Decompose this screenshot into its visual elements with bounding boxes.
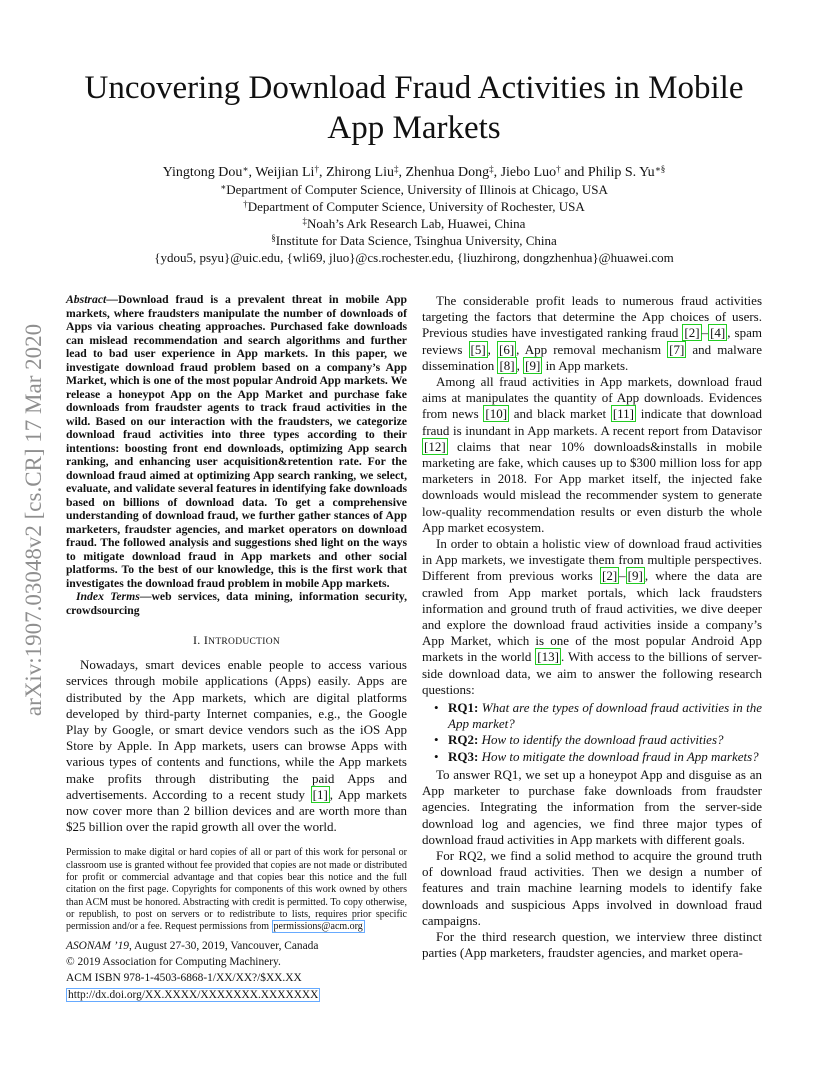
conference-name: ASONAM ’19 (66, 939, 129, 952)
permission-text: Permission to make digital or hard copies of all or part of this work for personal or classroom use is granted without fee provided that copies are not made or distributed for profit or commercial advantage and that copies bear this notice and the full citation on the first page. Copyrights for components of this work owned by others than ACM must be honored. Abstracting with credit is permitted. To copy otherwise, or republish, to post on servers or to redistribute to lists, requires prior specific permission and/or a fee. Request permissions from (66, 847, 407, 933)
text-run: claims that near 10% downloads&installs in mobile marketing are fake, which causes up to $300 million loss for app marketers in 2018. For App market itself, the injected fake downloads would mislead the recommender system to generate low-quality recommendation results or even disturb the whole App market ecosystem. (422, 438, 762, 535)
citation-link[interactable]: [9] (627, 568, 643, 584)
text-run: , (516, 357, 524, 373)
affiliation-text: Department of Computer Science, University of Illinois at Chicago, USA (226, 182, 608, 197)
citation-link[interactable]: [6] (499, 341, 515, 357)
author-name: Jiebo Luo (500, 165, 557, 180)
abstract-text: —Download fraud is a prevalent threat in mobile App markets, where fraudsters manipulate the number of downloads of Apps via various cheating approaches. Purchased fake downloads can mislead recommendation and search algorithms and further lead to bad user experience in App markets. In this paper, we investigate download fraud problem based on a company’s App Market, which is one of the most popular Android App markets. We release a honeypot App on the App Market and purchase fake downloads from fraudster agents to track fraud activities in the wild. Based on our interaction with the fraudsters, we categorize download fraud activities into three types according to their intentions: boosting front end downloads, optimizing App search ranking, and enhancing user acquisition&retention rate. For the download fraud aimed at optimizing App search ranking, we select, evaluate, and validate several features in identifying fake downloads based on billions of download data. To get a comprehensive understanding of download fraud, we further gather stances of App marketers, fraudster agencies, and market operators on download fraud. The followed analysis and suggestions shed light on the ways to mitigate download fraud in App markets and other social platforms. To the best of our knowledge, this is the first work that investigates the download fraud problem in mobile App markets. (66, 293, 407, 590)
text-run: , where the data are crawled from App market portals, which lack fraudsters information and ground truth of fraud activities, we dive deeper and explore the download fraud activities inside a company’s App Market, which is one of the most popular Android App markets in the world (422, 568, 762, 665)
citation-link[interactable]: [12] (424, 438, 446, 454)
paragraph-rq1: To answer RQ1, we set up a honeypot App and disguise as an App marketer to purchase fake downloads from fraudster agencies. Integrating the information from the server-side download log and agencies, we find three major types of download fraud activities in App markets with different goals. (422, 766, 762, 847)
text-run: in App markets. (542, 357, 629, 373)
section-number: I. (192, 633, 201, 647)
text-run: and malware dissemination (422, 341, 763, 373)
text-run: – (701, 325, 709, 341)
paper-title: Uncovering Download Fraud Activities in Mobile App Markets (84, 70, 744, 146)
doi-link[interactable]: http://dx.doi.org/XX.XXXX/XXXXXXX.XXXXXXX (68, 988, 319, 1001)
paragraph-related-work (422, 293, 762, 374)
text-run: In order to obtain a holistic view of download fraud activities in App markets, we investigate them from multiple perspectives. Different from previous works (422, 536, 762, 584)
text-run: , App markets now cover more than 2 billion devices and are worth more than $25 billion over the rapid growth all over the world. (66, 786, 407, 835)
paragraph-rq2: For RQ2, we find a solid method to acquire the ground truth of download fraud activities. Then we design a number of features and train machine learning models to identify fake downloads and suspicious Apps involved in download fraud campaigns. (422, 847, 762, 928)
text-run: . With access to the billions of server-side download data, we aim to answer the following research questions: (422, 649, 762, 697)
conference-details: , August 27-30, 2019, Vancouver, Canada (128, 939, 319, 952)
citation-link[interactable]: [2] (684, 325, 700, 341)
section-title-rest: NTRODUCTION (208, 637, 281, 647)
research-questions-list (422, 700, 762, 765)
rq-text: How to identify the download fraud activities? (481, 732, 724, 748)
text-run: Nowadays, smart devices enable people to access various services through mobile applications (Apps) easily. Apps are distributed by the App markets, which are digital platforms developed by third-party Internet companies, e.g., the Google Play by Google, or smart device vendors such as the iOS App Store by Apple. In App markets, users can browse Apps with various types of contents and functions, while the App markets make profits through distributing the paid Apps and advertisements. According to a recent study (66, 657, 407, 802)
abstract-label: Abstract (66, 293, 107, 306)
copyright-line: © 2019 Association for Computing Machinery. (66, 955, 281, 968)
rq-label: RQ1: (448, 700, 479, 716)
affiliation-text: Department of Computer Science, University of Rochester, USA (247, 199, 585, 214)
text-run: – (619, 568, 626, 584)
index-terms (66, 590, 407, 617)
affiliation-mark: † (243, 199, 248, 209)
author-mark: ‡ (489, 164, 494, 174)
affiliation-mark: § (271, 233, 276, 243)
paragraph-rq3: For the third research question, we interview three distinct parties (App marketers, fraudster agencies, and market opera- (422, 928, 762, 961)
citation-link[interactable]: [9] (525, 357, 541, 373)
isbn-line: ACM ISBN 978-1-4503-6868-1/XX/XX?/$XX.XX (66, 972, 302, 985)
arxiv-stamp (22, 285, 46, 755)
citation-link[interactable]: [5] (470, 341, 486, 357)
text-run: indicate that download fraud is inundant in App markets. A recent report from Datavisor (422, 406, 762, 438)
citation-link[interactable]: [1] (312, 786, 328, 802)
author-mark: ∗§ (654, 164, 666, 174)
section-heading (66, 632, 407, 650)
text-run: and black market (509, 406, 611, 422)
affiliation (60, 215, 768, 232)
rq-label: RQ2: (448, 732, 479, 748)
text-run: The considerable profit leads to numerous fraud activities targeting the factors that determine the App choices of users. Previous studies have investigated ranking fraud (422, 293, 762, 341)
intro-paragraph (66, 657, 407, 835)
list-item (448, 732, 762, 748)
list-item (448, 700, 762, 732)
publication-meta (66, 938, 407, 1004)
text-run: , (487, 341, 497, 357)
author-mark: † (314, 164, 319, 174)
author-mark: † (556, 164, 561, 174)
author-list: Yingtong Dou∗, Weijian Li†, Zhirong Liu‡, Zhenhua Dong‡, Jiebo Luo† and Philip S. Yu∗§ (162, 164, 666, 180)
text-run: Among all fraud activities in App markets, download fraud aims at manipulates the quantity of App downloads. Evidences from news (422, 374, 762, 422)
author-name: Philip S. Yu (587, 165, 655, 180)
citation-link[interactable]: [7] (669, 341, 685, 357)
author-mark: ∗ (242, 164, 249, 174)
paragraph-download-fraud (422, 374, 762, 536)
index-terms-label: Index Terms (76, 590, 140, 603)
citation-link[interactable]: [8] (499, 357, 515, 373)
affiliation-text: Institute for Data Science, Tsinghua University, China (275, 233, 557, 248)
citation-link[interactable]: [11] (612, 406, 635, 422)
contact-emails: {ydou5, psyu}@uic.edu, {wli69, jluo}@cs.rochester.edu, {liuzhirong, dongzhenhua}@huawei.com (154, 250, 674, 265)
author-mark: ‡ (393, 164, 399, 174)
left-column (66, 293, 407, 1003)
citation-link[interactable]: [13] (537, 649, 559, 665)
text-run: , App removal mechanism (516, 341, 668, 357)
conference-line (66, 938, 407, 954)
affiliation-list (60, 181, 768, 266)
author-name: Zhenhua Dong (405, 165, 490, 180)
permission-notice (66, 847, 407, 933)
arxiv-id: arXiv:1907.03048v2 [cs.CR] 17 Mar 2020 (21, 323, 46, 717)
affiliation-text: Noah’s Ark Research Lab, Huawei, China (307, 216, 526, 231)
affiliation-mark: ∗ (220, 182, 227, 192)
citation-link[interactable]: [2] (601, 568, 618, 584)
permission-email-link[interactable]: permissions@acm.org (273, 921, 363, 933)
citation-link[interactable]: [10] (485, 406, 508, 422)
author-name: Zhirong Liu (325, 165, 394, 180)
affiliation (60, 232, 768, 249)
rq-text: What are the types of download fraud activities in the App market? (448, 700, 763, 732)
citation-link[interactable]: [4] (710, 325, 726, 341)
affiliation-mark: ‡ (302, 216, 308, 226)
affiliation (60, 198, 768, 215)
affiliation (60, 181, 768, 198)
rq-label: RQ3: (448, 748, 479, 764)
index-terms-text: —web services, data mining, information security, crowdsourcing (66, 590, 407, 617)
text-run: , spam reviews (422, 325, 762, 357)
author-name: Weijian Li (255, 165, 315, 180)
rq-text: How to mitigate the download fraud in App markets? (481, 748, 759, 764)
paragraph-holistic-view (422, 536, 762, 698)
abstract (66, 293, 407, 590)
list-item (448, 749, 762, 765)
right-column (422, 293, 762, 961)
section-title-cap: I (203, 633, 209, 647)
author-name: Yingtong Dou (162, 165, 243, 180)
